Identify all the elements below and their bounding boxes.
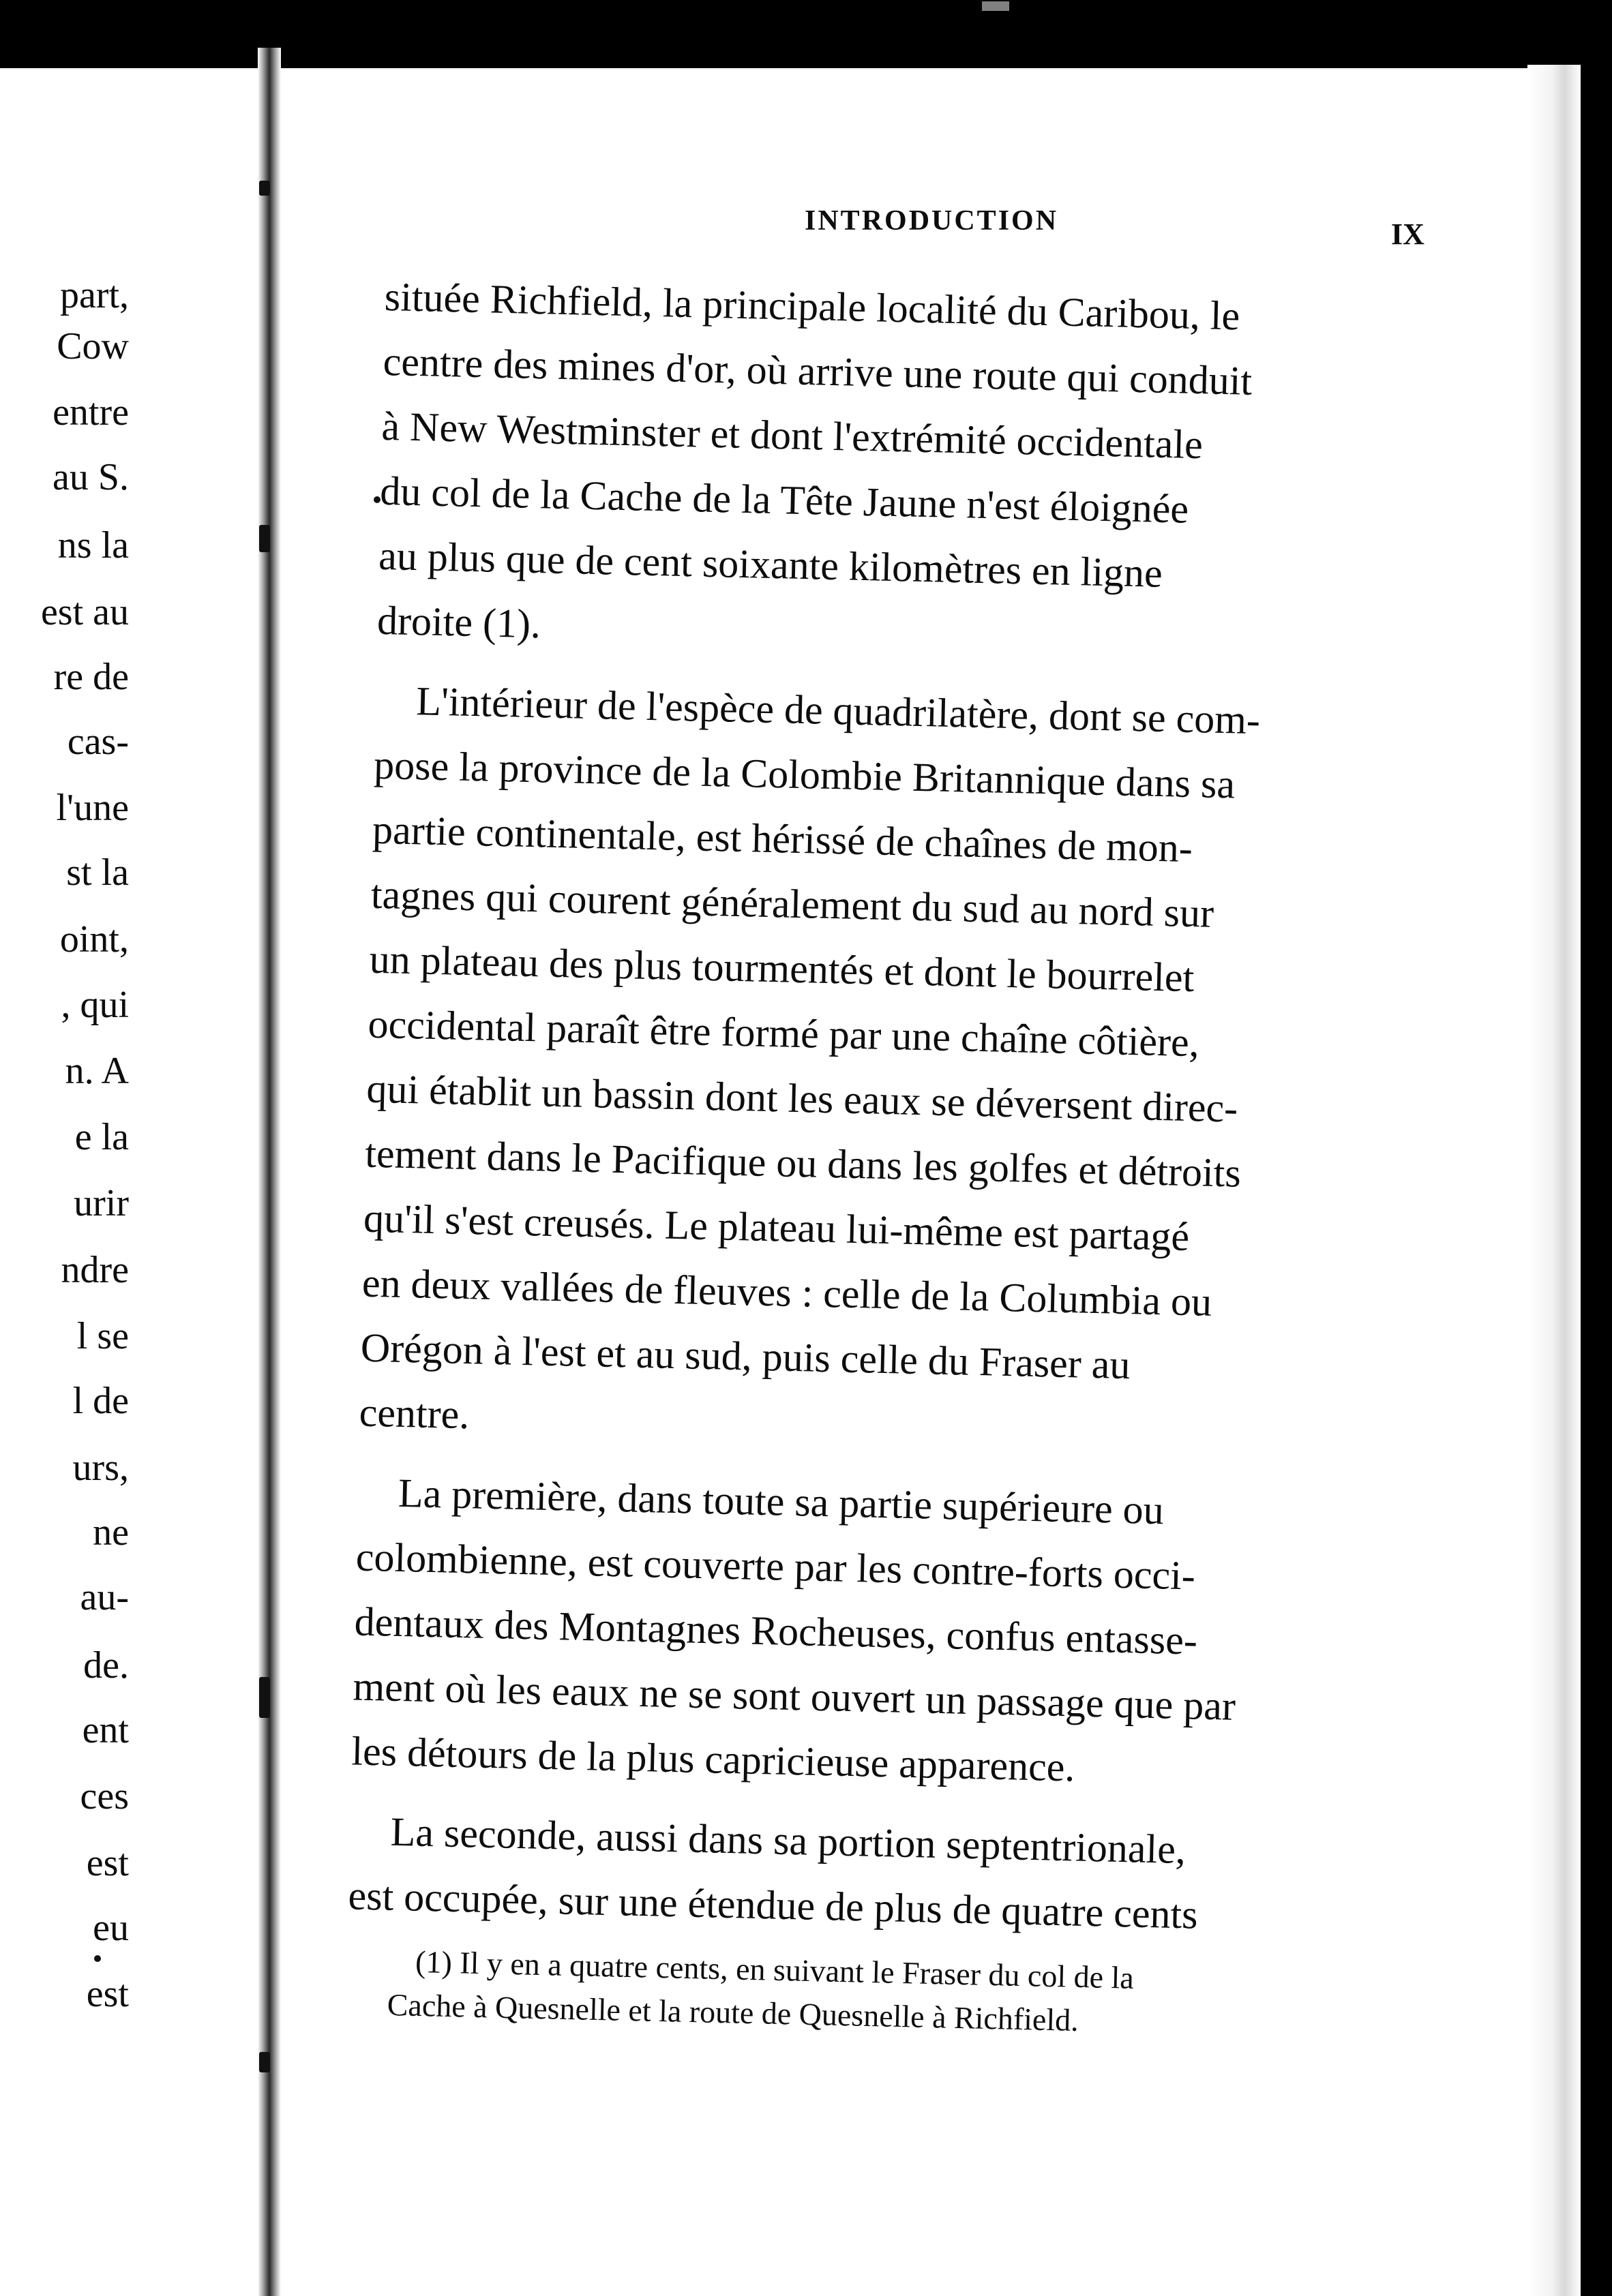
left-line: st la: [66, 851, 129, 894]
left-line: eu: [93, 1907, 129, 1949]
spine-mark: [259, 1677, 270, 1718]
spine-mark: [259, 181, 270, 196]
footnote: [387, 1939, 1398, 2050]
text-line: située Richfield, la principale localité du Caribou, le: [384, 273, 1240, 339]
left-line: ent: [82, 1709, 129, 1751]
text-line: du col de la Cache de la Tête Jaune n'est éloignée: [379, 468, 1189, 532]
left-line: l de: [72, 1380, 129, 1422]
text-line: colombienne, est couverte par les contre-forts occi-: [355, 1534, 1196, 1599]
left-line: re de: [53, 656, 129, 698]
left-line: urs,: [72, 1447, 129, 1489]
left-line: oint,: [59, 918, 129, 961]
left-line: ns la: [57, 524, 129, 567]
margin-dot: [94, 1955, 101, 1962]
text-line: ment où les eaux ne se sont ouvert un passage que par: [352, 1663, 1236, 1729]
text-line: au plus que de cent soixante kilomètres en ligne: [378, 532, 1163, 596]
scan-top-mark: [982, 1, 1009, 11]
left-line: cas-: [67, 721, 129, 763]
text-line: partie continentale, est hérissé de chaînes de mon-: [372, 806, 1193, 871]
left-line: n. A: [65, 1050, 129, 1092]
left-line: ndre: [61, 1249, 129, 1291]
left-line: de.: [83, 1644, 129, 1687]
text-line: tement dans le Pacifique ou dans les golfes et détroits: [364, 1130, 1242, 1196]
text-line: centre.: [359, 1389, 471, 1438]
left-line: urir: [74, 1182, 129, 1224]
page-number: IX: [1391, 217, 1424, 251]
spine-mark: [259, 2052, 270, 2072]
book-spine: [258, 48, 281, 2296]
left-line: part,: [59, 274, 129, 316]
left-line: au-: [80, 1576, 129, 1618]
text-line: en deux vallées de fleuves : celle de la Columbia ou: [361, 1260, 1212, 1325]
text-line: L'intérieur de l'espèce de quadrilatère, dont se com-: [415, 678, 1261, 743]
left-line: est au: [40, 591, 129, 633]
left-line: ces: [80, 1775, 129, 1817]
text-line: est occupée, sur une étendue de plus de quatre cents: [347, 1873, 1199, 1937]
text-line: pose la province de la Colombie Britannique dans sa: [373, 742, 1236, 807]
left-line: entre: [53, 391, 129, 434]
left-line: l se: [76, 1315, 129, 1357]
text-line: dentaux des Montagnes Rocheuses, confus entasse-: [354, 1599, 1198, 1663]
text-line: un plateau des plus tourmentés et dont le bourrelet: [369, 936, 1195, 1001]
left-line: l'une: [56, 787, 129, 829]
spine-mark: [259, 525, 270, 552]
running-header: INTRODUCTION: [805, 205, 1059, 237]
left-line: e la: [74, 1116, 129, 1158]
text-line: tagnes qui courent généralement du sud au nord sur: [370, 871, 1214, 936]
text-line: occidental paraît être formé par une chaîne côtière,: [367, 1001, 1200, 1066]
text-line: La seconde, aussi dans sa portion septentrionale,: [390, 1809, 1186, 1873]
left-line: au S.: [53, 456, 129, 498]
left-line: Cow: [57, 325, 129, 367]
text-line: Orégon à l'est et au sud, puis celle du Fraser au: [360, 1325, 1131, 1388]
left-line: est: [86, 1842, 129, 1884]
text-line: à New Westminster et dont l'extrémité occidentale: [380, 403, 1204, 468]
text-line: qu'il s'est creusés. Le plateau lui-même est partagé: [363, 1195, 1190, 1260]
left-line: , qui: [61, 984, 129, 1026]
text-line: centre des mines d'or, où arrive une route qui conduit: [383, 338, 1253, 404]
text-line: La première, dans toute sa partie supérieure ou: [398, 1470, 1165, 1533]
footnote-line: (1) Il y en a quatre cents, en suivant le Fraser du col de la: [415, 1944, 1135, 1995]
text-line: les détours de la plus capricieuse apparence.: [350, 1728, 1076, 1790]
text-line: qui établit un bassin dont les eaux se déversent direc-: [365, 1066, 1238, 1131]
scan-right-border: [1581, 55, 1612, 2296]
body-text: [348, 265, 1408, 1951]
footnote-line: Cache à Quesnelle et la route de Quesnelle à Richfield.: [387, 1987, 1079, 2038]
text-line: droite (1).: [376, 597, 541, 647]
left-line: est: [86, 1973, 129, 2015]
left-line: ne: [93, 1511, 129, 1554]
page-edge: [1527, 65, 1581, 2296]
left-page: [0, 0, 269, 2296]
